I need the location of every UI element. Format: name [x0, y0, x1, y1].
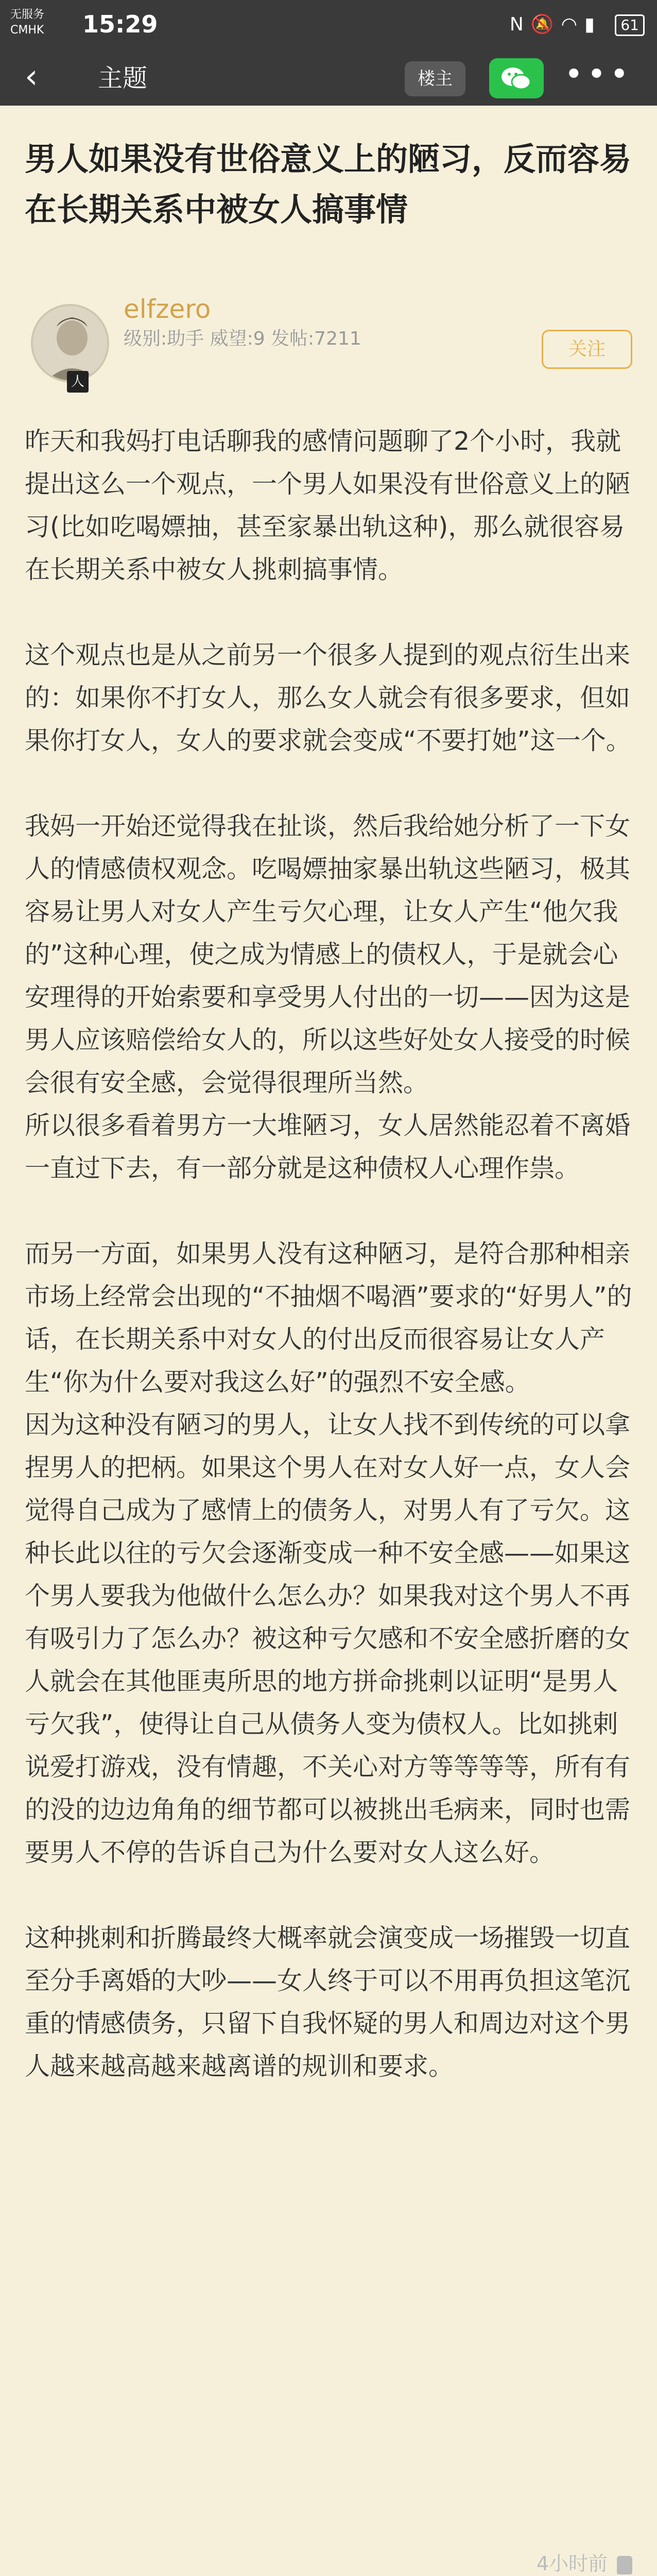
status-bar: [0, 0, 657, 49]
mute-icon: 🔕: [530, 14, 561, 35]
author-name[interactable]: elfzero: [124, 294, 211, 324]
wechat-share-button[interactable]: [489, 58, 544, 98]
wechat-icon: [498, 58, 534, 98]
post-paragraph: 因为这种没有陋习的男人，让女人找不到传统的可以拿捏男人的把柄。如果这个男人在对女人好一点，女人会觉得自己成为了感情上的债务人，对男人有了亏欠。这种长此以往的亏欠会逐渐变成一种不安全感——如果这个男人要我为他做什么怎么办？如果我对这个男人不再有吸引力了怎么办？被这种亏欠感和不安全感折磨的女人就会在其他匪夷所思的地方拼命挑刺以证明“是男人亏欠我”，使得让自己从债务人变为债权人。比如挑剌说爱打游戏，没有情趣，不关心对方等等等等，所有有的没的边边角角的细节都可以被挑出毛病来，同时也需要男人不停的告诉自己为什么要对女人这么好。: [25, 1410, 631, 1867]
carrier-line-2: CMHK: [10, 24, 44, 37]
post-body: [25, 377, 632, 2088]
more-dots-icon[interactable]: • • •: [564, 55, 626, 93]
carrier-line-1: 无服务: [10, 8, 45, 21]
follow-button[interactable]: 关注: [542, 330, 632, 369]
post-paragraph: 这个观点也是从之前另一个很多人提到的观点衍生出来的：如果你不打女人，那么女人就会有很多要求，但如果你打女人，女人的要求就会变成“不要打她”这一个。: [25, 640, 631, 755]
post-time-text: 4小时前: [536, 2552, 608, 2575]
battery-icon: 61: [615, 14, 645, 36]
post-time: [537, 2550, 632, 2576]
post-paragraph: 这种挑刺和折腾最终大概率就会演变成一场摧毁一切直至分手离婚的大吵——女人终于可以不用再负担这笔沉重的情感债务，只留下自我怀疑的男人和周边对这个男人越来越高越来越离谱的规训和要求。: [25, 1923, 631, 2081]
post-paragraph: 我妈一开始还觉得我在扯谈，然后我给她分析了一下女人的情感债权观念。吃喝嫖抽家暴出轨这些陋习，极其容易让男人对女人产生亏欠心理，让女人产生“他欠我的”这种心理，使之成为情感上的债权人，于是就会心安理得的开始索要和享受男人付出的一切——因为这是男人应该赔偿给女人的，所以这些好处女人接受的时候会很有安全感，会觉得很理所当然。: [25, 811, 631, 1097]
post-paragraph: 而另一方面，如果男人没有这种陋习，是符合那种相亲市场上经常会出现的“不抽烟不喝酒”要求的“好男人”的话，在长期关系中对女人的付出反而很容易让女人产生“你为什么要对我这么好”的强烈不安全感。: [25, 1239, 632, 1397]
wifi-icon: ◠: [561, 14, 585, 35]
chevron-left-icon[interactable]: ‹: [25, 58, 38, 96]
nav-title: 主题: [98, 64, 148, 93]
post-paragraph: 所以很多看着男方一大堆陋习，女人居然能忍着不离婚一直过下去，有一部分就是这种债权人心理作祟。: [25, 1111, 631, 1183]
nav-bar: [0, 49, 657, 106]
carrier-info: [10, 7, 44, 38]
status-time: 15:29: [82, 10, 158, 38]
author-badge: 人: [67, 371, 89, 393]
author-meta: 级别:助手 威望:9 发帖:7211: [124, 328, 361, 349]
android-icon: [617, 2556, 632, 2574]
signal-icon: ▮: [584, 14, 602, 35]
thread-title: 男人如果没有世俗意义上的陋习，反而容易在长期关系中被女人搞事情: [25, 140, 632, 228]
op-only-button[interactable]: 楼主: [405, 61, 465, 96]
nfc-icon: N: [509, 14, 531, 35]
post-paragraph: 昨天和我妈打电话聊我的感情问题聊了2个小时，我就提出这么一个观点，一个男人如果没有世俗意义上的陋习(比如吃喝嫖抽，甚至家暴出轨这种)，那么就很容易在长期关系中被女人挑刺搞事情。: [25, 427, 631, 584]
status-icons: [510, 13, 645, 36]
